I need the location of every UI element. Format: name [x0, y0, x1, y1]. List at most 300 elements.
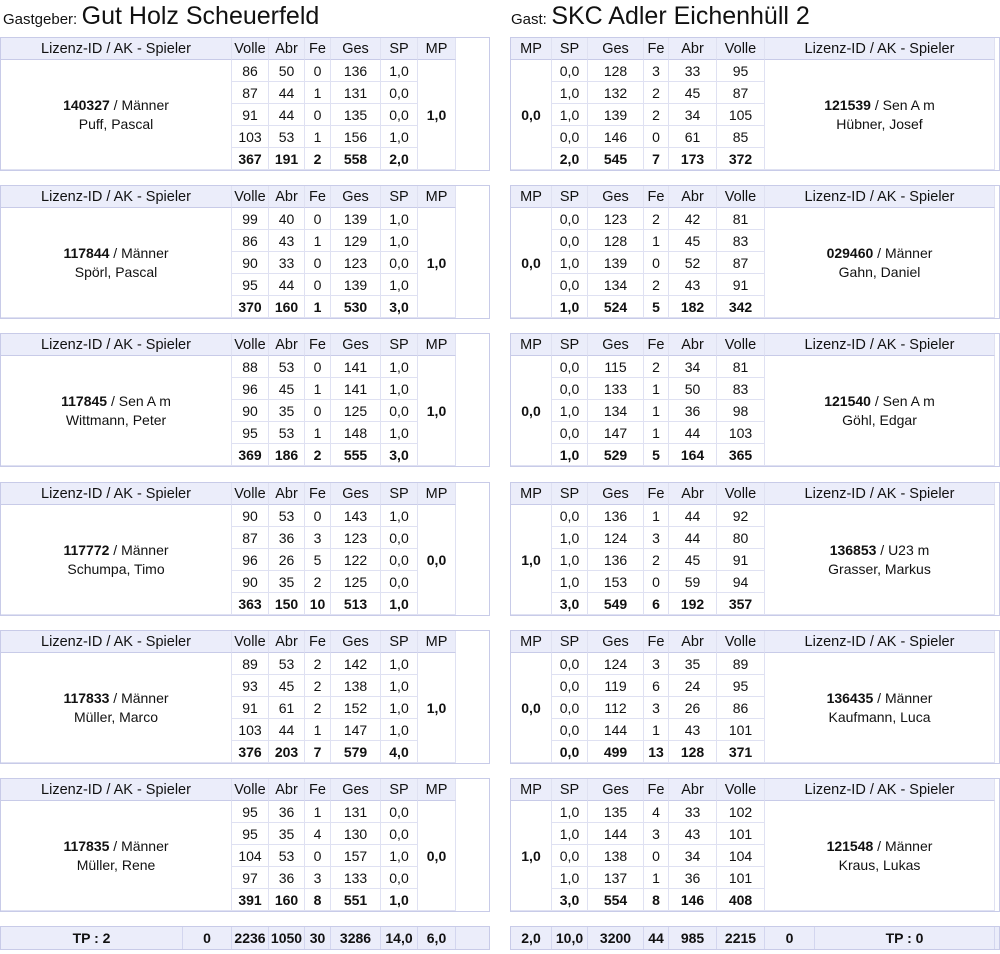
guest-sum-abr: 182: [669, 296, 717, 318]
guest-sum-sp: 3,0: [552, 593, 588, 615]
home-game-volle: 103: [232, 719, 269, 741]
guest-player-info: [765, 801, 995, 911]
guest-game-fe: 2: [644, 356, 669, 378]
col-header-player: Lizenz-ID / AK - Spieler: [1, 483, 232, 505]
home-game-sp: 0,0: [381, 252, 418, 274]
home-game-ges: 147: [331, 719, 381, 741]
guest-game-fe: 2: [644, 549, 669, 571]
home-total-sp: 14,0: [381, 927, 418, 949]
guest-game-sp: 0,0: [552, 274, 588, 296]
col-header-abr: Abr: [269, 186, 305, 208]
player-name: Gahn, Daniel: [838, 263, 921, 280]
player-age-class: / Männer: [109, 244, 169, 261]
col-header-volle: Volle: [717, 483, 765, 505]
home-game-volle: 88: [232, 356, 269, 378]
col-header-fe: Fe: [644, 483, 669, 505]
home-game-fe: 1: [305, 126, 331, 148]
player-license-id: 136435: [826, 689, 874, 706]
col-header-player: Lizenz-ID / AK - Spieler: [765, 186, 995, 208]
home-game-fe: 0: [305, 356, 331, 378]
col-header-volle: Volle: [717, 631, 765, 653]
guest-sum-abr: 128: [669, 741, 717, 763]
home-game-sp: 1,0: [381, 845, 418, 867]
home-sum-ges: 558: [331, 148, 381, 170]
home-player-block: [0, 630, 490, 764]
col-header-fe: Fe: [305, 631, 331, 653]
player-age-class: / Männer: [109, 96, 169, 113]
col-header-abr: Abr: [669, 631, 717, 653]
guest-game-fe: 2: [644, 208, 669, 230]
guest-game-fe: 1: [644, 378, 669, 400]
home-sum-ges: 555: [331, 444, 381, 466]
home-sum-volle: 369: [232, 444, 269, 466]
guest-player-info: [765, 356, 995, 466]
guest-team-label: Gast:: [511, 11, 547, 28]
home-sum-sp: 4,0: [381, 741, 418, 763]
home-sum-fe: 7: [305, 741, 331, 763]
col-header-volle: Volle: [232, 186, 269, 208]
player-name: Göhl, Edgar: [842, 411, 917, 428]
player-name: Wittmann, Peter: [65, 411, 167, 428]
guest-game-abr: 33: [669, 60, 717, 82]
col-header-ges: Ges: [331, 631, 381, 653]
home-game-volle: 96: [232, 378, 269, 400]
guest-game-sp: 0,0: [552, 230, 588, 252]
home-game-sp: 0,0: [381, 549, 418, 571]
player-name: Hübner, Josef: [836, 115, 923, 132]
home-total-cell: 0: [183, 927, 232, 949]
col-header-ges: Ges: [331, 483, 381, 505]
guest-game-abr: 44: [669, 527, 717, 549]
col-header-fe: Fe: [305, 334, 331, 356]
home-game-fe: 0: [305, 104, 331, 126]
home-game-abr: 61: [269, 697, 305, 719]
guest-game-abr: 45: [669, 230, 717, 252]
home-game-ges: 142: [331, 653, 381, 675]
guest-total-volle: 2215: [717, 927, 765, 949]
home-game-volle: 104: [232, 845, 269, 867]
guest-game-fe: 3: [644, 60, 669, 82]
guest-game-sp: 1,0: [552, 823, 588, 845]
guest-game-fe: 4: [644, 801, 669, 823]
player-age-class: / Männer: [109, 837, 169, 854]
home-sum-fe: 2: [305, 148, 331, 170]
home-game-ges: 141: [331, 356, 381, 378]
guest-sum-fe: 8: [644, 889, 669, 911]
guest-game-ges: 135: [588, 801, 644, 823]
guest-game-sp: 1,0: [552, 400, 588, 422]
guest-sum-sp: 1,0: [552, 296, 588, 318]
player-age-class: / U23 m: [876, 541, 930, 558]
guest-sum-fe: 5: [644, 444, 669, 466]
guest-game-abr: 45: [669, 82, 717, 104]
home-game-sp: 0,0: [381, 400, 418, 422]
guest-game-fe: 3: [644, 823, 669, 845]
home-sum-volle: 376: [232, 741, 269, 763]
guest-game-volle: 103: [717, 422, 765, 444]
player-license-id: 117772: [63, 541, 110, 558]
home-game-abr: 53: [269, 422, 305, 444]
home-game-abr: 53: [269, 845, 305, 867]
player-name: Müller, Rene: [76, 856, 156, 873]
home-game-ges: 143: [331, 505, 381, 527]
home-sum-abr: 191: [269, 148, 305, 170]
home-game-fe: 0: [305, 60, 331, 82]
col-header-player: Lizenz-ID / AK - Spieler: [1, 334, 232, 356]
guest-game-sp: 0,0: [552, 126, 588, 148]
home-game-ges: 139: [331, 274, 381, 296]
home-game-volle: 89: [232, 653, 269, 675]
home-game-sp: 0,0: [381, 801, 418, 823]
guest-player-block: [510, 333, 1000, 467]
guest-game-ges: 144: [588, 823, 644, 845]
col-header-fe: Fe: [305, 483, 331, 505]
home-game-abr: 53: [269, 126, 305, 148]
guest-game-abr: 36: [669, 400, 717, 422]
col-header-volle: Volle: [717, 38, 765, 60]
guest-game-abr: 45: [669, 549, 717, 571]
home-game-abr: 45: [269, 675, 305, 697]
home-match-points: 0,0: [418, 505, 456, 615]
home-game-ges: 130: [331, 823, 381, 845]
home-sum-abr: 150: [269, 593, 305, 615]
home-total-fe: 30: [305, 927, 331, 949]
home-game-sp: 1,0: [381, 422, 418, 444]
col-header-abr: Abr: [269, 38, 305, 60]
guest-game-abr: 42: [669, 208, 717, 230]
player-age-class: / Sen A m: [870, 392, 935, 409]
home-game-volle: 97: [232, 867, 269, 889]
guest-sum-volle: 357: [717, 593, 765, 615]
guest-game-volle: 101: [717, 719, 765, 741]
home-game-ges: 152: [331, 697, 381, 719]
guest-player-block: [510, 185, 1000, 319]
home-game-volle: 93: [232, 675, 269, 697]
home-sum-fe: 1: [305, 296, 331, 318]
home-game-abr: 50: [269, 60, 305, 82]
home-game-sp: 1,0: [381, 208, 418, 230]
home-sum-abr: 203: [269, 741, 305, 763]
home-game-ges: 125: [331, 400, 381, 422]
col-header-abr: Abr: [669, 483, 717, 505]
home-match-points: 1,0: [418, 208, 456, 318]
guest-game-ges: 115: [588, 356, 644, 378]
guest-match-points: 1,0: [511, 505, 552, 615]
guest-game-sp: 0,0: [552, 719, 588, 741]
home-game-ges: 141: [331, 378, 381, 400]
col-header-mp: MP: [511, 631, 552, 653]
guest-game-volle: 105: [717, 104, 765, 126]
col-header-player: Lizenz-ID / AK - Spieler: [765, 631, 995, 653]
player-license-id: 121540: [824, 392, 871, 409]
col-header-fe: Fe: [644, 186, 669, 208]
guest-match-points: 0,0: [511, 208, 552, 318]
guest-game-volle: 87: [717, 252, 765, 274]
home-game-fe: 1: [305, 422, 331, 444]
guest-game-volle: 81: [717, 356, 765, 378]
guest-game-fe: 6: [644, 675, 669, 697]
home-game-abr: 53: [269, 505, 305, 527]
guest-sum-volle: 371: [717, 741, 765, 763]
home-game-sp: 1,0: [381, 356, 418, 378]
guest-game-ges: 128: [588, 60, 644, 82]
home-game-fe: 1: [305, 719, 331, 741]
home-player-info: [1, 505, 232, 615]
player-license-line: [63, 689, 168, 708]
col-header-abr: Abr: [669, 334, 717, 356]
home-game-ges: 123: [331, 527, 381, 549]
guest-game-ges: 132: [588, 82, 644, 104]
player-name: Kraus, Lukas: [838, 856, 921, 873]
guest-game-ges: 153: [588, 571, 644, 593]
guest-game-fe: 3: [644, 527, 669, 549]
guest-team-header: [511, 2, 810, 32]
home-game-abr: 35: [269, 571, 305, 593]
guest-sum-ges: 554: [588, 889, 644, 911]
home-game-abr: 44: [269, 82, 305, 104]
home-game-sp: 0,0: [381, 571, 418, 593]
col-header-mp: MP: [511, 186, 552, 208]
home-player-block: [0, 333, 490, 467]
home-player-block: [0, 185, 490, 319]
player-name: Grasser, Markus: [828, 560, 931, 577]
guest-game-fe: 3: [644, 697, 669, 719]
col-header-player: Lizenz-ID / AK - Spieler: [1, 631, 232, 653]
player-license-id: 029460: [826, 244, 874, 261]
guest-sum-volle: 342: [717, 296, 765, 318]
home-match-points: 1,0: [418, 653, 456, 763]
home-game-ges: 156: [331, 126, 381, 148]
player-license-line: [63, 244, 168, 263]
guest-game-sp: 0,0: [552, 653, 588, 675]
guest-game-sp: 1,0: [552, 527, 588, 549]
guest-game-abr: 34: [669, 845, 717, 867]
home-game-sp: 1,0: [381, 60, 418, 82]
col-header-abr: Abr: [269, 779, 305, 801]
guest-game-ges: 134: [588, 274, 644, 296]
home-game-volle: 87: [232, 82, 269, 104]
guest-sum-abr: 146: [669, 889, 717, 911]
guest-game-fe: 2: [644, 274, 669, 296]
home-sum-fe: 8: [305, 889, 331, 911]
home-game-sp: 1,0: [381, 126, 418, 148]
player-age-class: / Männer: [873, 837, 933, 854]
col-header-mp: MP: [418, 631, 456, 653]
home-game-volle: 91: [232, 697, 269, 719]
col-header-sp: SP: [381, 38, 418, 60]
guest-game-sp: 0,0: [552, 845, 588, 867]
home-game-fe: 0: [305, 252, 331, 274]
guest-game-sp: 0,0: [552, 675, 588, 697]
guest-sum-sp: 1,0: [552, 444, 588, 466]
guest-game-fe: 1: [644, 400, 669, 422]
home-game-ges: 139: [331, 208, 381, 230]
col-header-mp: MP: [511, 779, 552, 801]
home-sum-sp: 1,0: [381, 889, 418, 911]
player-age-class: / Sen A m: [107, 392, 171, 409]
guest-sum-fe: 7: [644, 148, 669, 170]
guest-sum-fe: 5: [644, 296, 669, 318]
col-header-fe: Fe: [305, 38, 331, 60]
home-game-fe: 2: [305, 571, 331, 593]
guest-game-volle: 91: [717, 549, 765, 571]
home-player-info: [1, 356, 232, 466]
guest-match-points: 0,0: [511, 653, 552, 763]
home-match-points: 1,0: [418, 60, 456, 170]
home-game-ges: 131: [331, 801, 381, 823]
guest-game-volle: 104: [717, 845, 765, 867]
guest-game-volle: 83: [717, 230, 765, 252]
guest-match-points: 1,0: [511, 801, 552, 911]
player-license-line: [61, 392, 171, 411]
guest-match-points: 0,0: [511, 60, 552, 170]
home-game-abr: 53: [269, 653, 305, 675]
col-header-player: Lizenz-ID / AK - Spieler: [765, 334, 995, 356]
guest-game-ges: 137: [588, 867, 644, 889]
home-sum-sp: 3,0: [381, 444, 418, 466]
guest-game-volle: 91: [717, 274, 765, 296]
home-game-sp: 1,0: [381, 230, 418, 252]
home-sum-ges: 530: [331, 296, 381, 318]
home-sum-ges: 551: [331, 889, 381, 911]
home-game-fe: 2: [305, 653, 331, 675]
home-game-abr: 44: [269, 719, 305, 741]
guest-game-abr: 34: [669, 356, 717, 378]
home-game-volle: 90: [232, 571, 269, 593]
guest-game-abr: 61: [669, 126, 717, 148]
home-game-volle: 99: [232, 208, 269, 230]
home-game-fe: 4: [305, 823, 331, 845]
home-game-volle: 90: [232, 400, 269, 422]
home-game-abr: 44: [269, 104, 305, 126]
home-game-sp: 1,0: [381, 274, 418, 296]
player-age-class: / Männer: [109, 541, 169, 558]
home-game-volle: 90: [232, 505, 269, 527]
home-player-info: [1, 653, 232, 763]
home-sum-sp: 2,0: [381, 148, 418, 170]
col-header-sp: SP: [552, 483, 588, 505]
home-sum-ges: 579: [331, 741, 381, 763]
player-name: Spörl, Pascal: [74, 263, 158, 280]
guest-total-abr: 985: [669, 927, 717, 949]
home-total-mp: 6,0: [418, 927, 456, 949]
guest-game-fe: 2: [644, 104, 669, 126]
home-player-info: [1, 60, 232, 170]
guest-game-sp: 1,0: [552, 82, 588, 104]
guest-game-ges: 146: [588, 126, 644, 148]
home-game-abr: 26: [269, 549, 305, 571]
col-header-volle: Volle: [717, 186, 765, 208]
player-license-id: 117845: [61, 392, 108, 409]
guest-game-abr: 36: [669, 867, 717, 889]
col-header-mp: MP: [418, 483, 456, 505]
home-total-ges: 3286: [331, 927, 381, 949]
home-player-block: [0, 482, 490, 616]
col-header-ges: Ges: [588, 631, 644, 653]
col-header-sp: SP: [381, 483, 418, 505]
home-game-ges: 148: [331, 422, 381, 444]
guest-game-ges: 136: [588, 505, 644, 527]
home-game-sp: 1,0: [381, 697, 418, 719]
home-match-points: 0,0: [418, 801, 456, 911]
home-game-ges: 157: [331, 845, 381, 867]
player-license-line: [827, 244, 933, 263]
guest-game-sp: 0,0: [552, 378, 588, 400]
home-team-name: Gut Holz Scheuerfeld: [81, 2, 320, 30]
col-header-volle: Volle: [232, 779, 269, 801]
guest-player-info: [765, 208, 995, 318]
guest-total-sp: 10,0: [552, 927, 588, 949]
col-header-player: Lizenz-ID / AK - Spieler: [1, 186, 232, 208]
guest-total-fe: 44: [644, 927, 669, 949]
home-game-volle: 96: [232, 549, 269, 571]
home-game-fe: 0: [305, 400, 331, 422]
guest-game-ges: 123: [588, 208, 644, 230]
col-header-sp: SP: [381, 631, 418, 653]
guest-game-volle: 95: [717, 675, 765, 697]
col-header-ges: Ges: [588, 186, 644, 208]
guest-game-fe: 3: [644, 653, 669, 675]
guest-sum-volle: 372: [717, 148, 765, 170]
col-header-mp: MP: [511, 38, 552, 60]
home-game-sp: 0,0: [381, 82, 418, 104]
guest-game-sp: 1,0: [552, 867, 588, 889]
player-license-line: [827, 837, 933, 856]
home-game-ges: 122: [331, 549, 381, 571]
player-license-id: 121539: [824, 96, 871, 113]
player-license-id: 140327: [63, 96, 110, 113]
col-header-abr: Abr: [269, 631, 305, 653]
guest-game-volle: 87: [717, 82, 765, 104]
col-header-fe: Fe: [305, 186, 331, 208]
guest-game-ges: 119: [588, 675, 644, 697]
home-totals-row: [0, 926, 490, 950]
guest-game-fe: 1: [644, 422, 669, 444]
home-total-tp: TP : 2: [1, 927, 183, 949]
guest-game-abr: 50: [669, 378, 717, 400]
guest-sum-sp: 0,0: [552, 741, 588, 763]
col-header-fe: Fe: [644, 334, 669, 356]
guest-game-fe: 0: [644, 845, 669, 867]
col-header-ges: Ges: [331, 779, 381, 801]
guest-player-info: [765, 60, 995, 170]
player-license-id: 121548: [826, 837, 874, 854]
guest-game-ges: 112: [588, 697, 644, 719]
guest-game-volle: 101: [717, 823, 765, 845]
home-game-fe: 1: [305, 378, 331, 400]
home-player-info: [1, 208, 232, 318]
home-game-fe: 0: [305, 208, 331, 230]
guest-game-volle: 83: [717, 378, 765, 400]
player-name: Schumpa, Timo: [67, 560, 165, 577]
home-game-abr: 35: [269, 823, 305, 845]
player-age-class: / Männer: [873, 689, 933, 706]
guest-game-abr: 44: [669, 422, 717, 444]
guest-game-sp: 1,0: [552, 104, 588, 126]
guest-game-abr: 43: [669, 823, 717, 845]
guest-game-fe: 1: [644, 719, 669, 741]
col-header-ges: Ges: [331, 334, 381, 356]
guest-game-ges: 138: [588, 845, 644, 867]
home-game-fe: 2: [305, 697, 331, 719]
col-header-volle: Volle: [232, 631, 269, 653]
home-sum-sp: 3,0: [381, 296, 418, 318]
player-license-id: 117835: [63, 837, 110, 854]
guest-game-fe: 1: [644, 230, 669, 252]
guest-sum-abr: 192: [669, 593, 717, 615]
guest-game-abr: 44: [669, 505, 717, 527]
guest-game-sp: 1,0: [552, 252, 588, 274]
